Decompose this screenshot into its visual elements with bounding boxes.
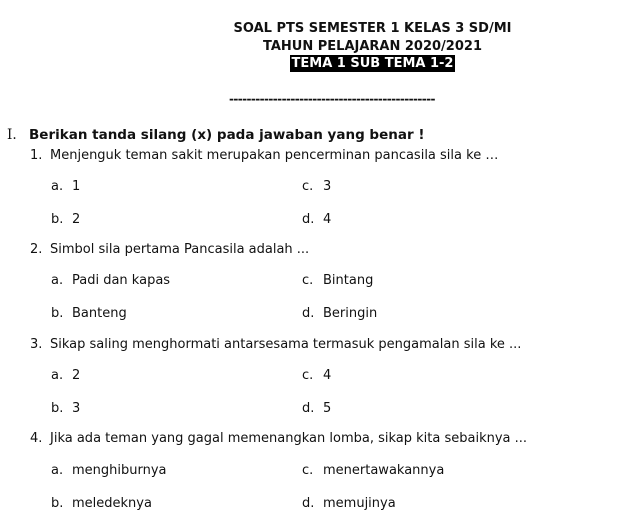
- option-4d[interactable]: [302, 495, 396, 513]
- exam-title: SOAL PTS SEMESTER 1 KELAS 3 SD/MI: [233, 21, 512, 36]
- option-text: 3: [72, 401, 81, 416]
- question-text: Menjenguk teman sakit merupakan pencerminan pancasila sila ke …: [50, 148, 499, 163]
- option-text: 5: [323, 401, 332, 416]
- question-3: [30, 336, 521, 354]
- option-3d[interactable]: [302, 400, 331, 418]
- option-letter: d.: [302, 306, 315, 321]
- option-2b[interactable]: [51, 305, 127, 323]
- option-4b[interactable]: [51, 495, 152, 513]
- option-text: 4: [323, 212, 332, 227]
- option-text: Beringin: [323, 306, 378, 321]
- theme-line: [200, 55, 545, 72]
- option-letter: d.: [302, 496, 315, 511]
- instruction-text: Berikan tanda silang (x) pada jawaban yang benar !: [29, 127, 425, 143]
- option-4c[interactable]: [302, 462, 444, 480]
- option-3a[interactable]: [51, 367, 80, 385]
- option-letter: a.: [51, 368, 64, 383]
- question-text: Simbol sila pertama Pancasila adalah ...: [50, 242, 310, 257]
- question-text: Sikap saling menghormati antarsesama termasuk pengamalan sila ke ...: [50, 337, 522, 352]
- question-number: 2.: [30, 242, 43, 257]
- question-number: 1.: [30, 148, 43, 163]
- option-1b[interactable]: [51, 211, 80, 229]
- option-text: Bintang: [323, 273, 374, 288]
- option-1c[interactable]: [302, 178, 331, 196]
- option-2d[interactable]: [302, 305, 377, 323]
- separator-line: -----------------------------------------------: [229, 92, 435, 106]
- option-text: 2: [72, 212, 81, 227]
- option-letter: d.: [302, 401, 315, 416]
- option-text: memujinya: [323, 496, 396, 511]
- section-number: I.: [7, 127, 17, 143]
- option-letter: a.: [51, 273, 64, 288]
- option-text: menertawakannya: [323, 463, 445, 478]
- option-letter: c.: [302, 368, 314, 383]
- question-number: 3.: [30, 337, 43, 352]
- option-text: 2: [72, 368, 81, 383]
- option-letter: a.: [51, 463, 64, 478]
- option-letter: d.: [302, 212, 315, 227]
- option-text: 3: [323, 179, 332, 194]
- option-text: menghiburnya: [72, 463, 167, 478]
- option-letter: c.: [302, 463, 314, 478]
- option-letter: b.: [51, 212, 64, 227]
- option-letter: a.: [51, 179, 64, 194]
- question-1: [30, 147, 498, 165]
- academic-year: TAHUN PELAJARAN 2020/2021: [262, 39, 482, 54]
- option-letter: c.: [302, 179, 314, 194]
- option-2a[interactable]: [51, 272, 170, 290]
- option-text: meledeknya: [72, 496, 152, 511]
- option-1a[interactable]: [51, 178, 80, 196]
- option-text: Banteng: [72, 306, 127, 321]
- option-3b[interactable]: [51, 400, 80, 418]
- question-2: [30, 241, 309, 259]
- option-letter: b.: [51, 401, 64, 416]
- question-4: [30, 430, 527, 448]
- option-2c[interactable]: [302, 272, 373, 290]
- option-letter: b.: [51, 496, 64, 511]
- section-instruction: [7, 126, 425, 144]
- question-text: Jika ada teman yang gagal memenangkan lomba, sikap kita sebaiknya ...: [50, 431, 528, 446]
- option-text: 4: [323, 368, 332, 383]
- option-letter: c.: [302, 273, 314, 288]
- option-4a[interactable]: [51, 462, 167, 480]
- option-3c[interactable]: [302, 367, 331, 385]
- option-letter: b.: [51, 306, 64, 321]
- theme-badge: TEMA 1 SUB TEMA 1-2: [291, 56, 454, 71]
- option-text: 1: [72, 179, 81, 194]
- question-number: 4.: [30, 431, 43, 446]
- option-text: Padi dan kapas: [72, 273, 171, 288]
- option-1d[interactable]: [302, 211, 331, 229]
